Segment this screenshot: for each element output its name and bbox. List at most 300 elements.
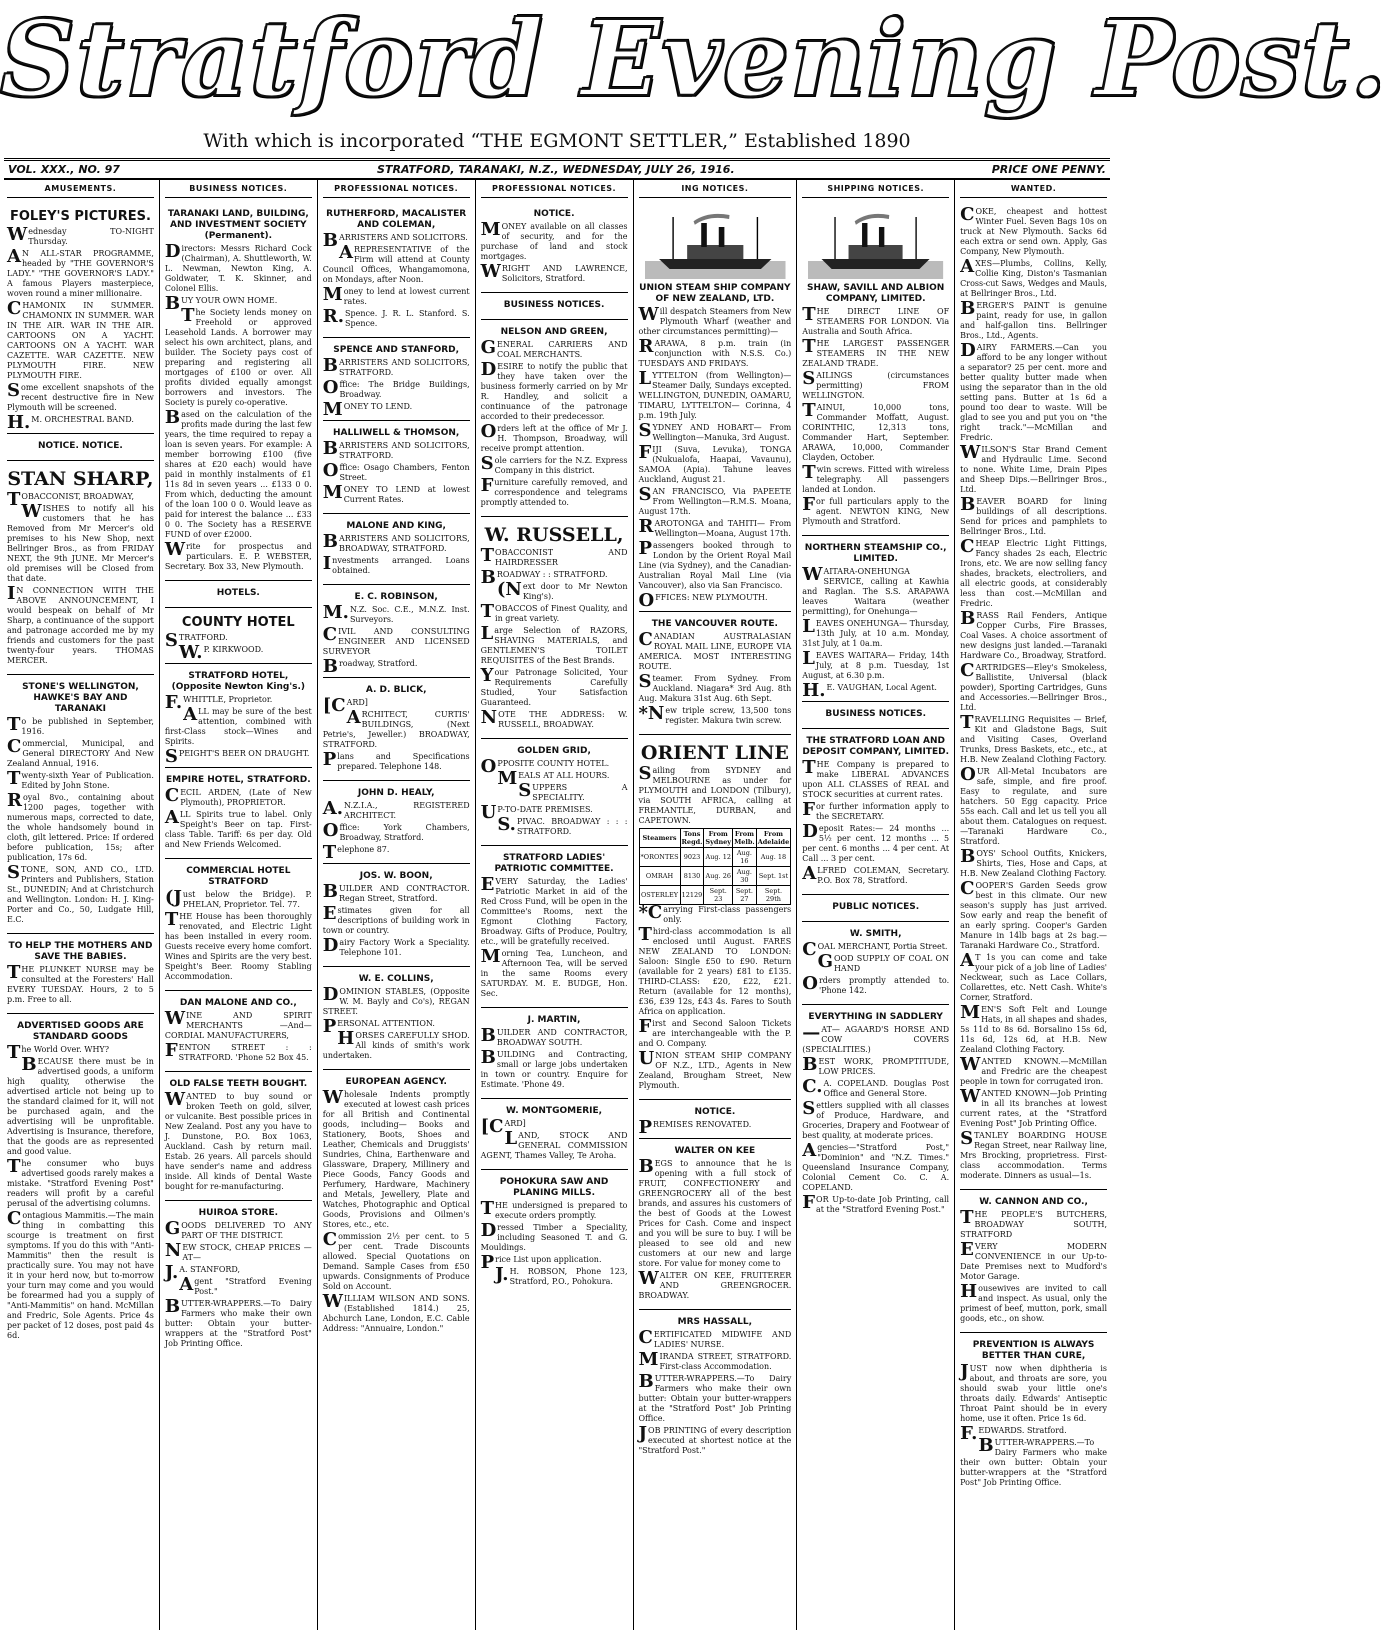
column-header: SHIPPING NOTICES. <box>802 184 949 198</box>
ad-paragraph: AT 1s you can come and take your pick of a job line of Ladies' Neckwear, such as Lace Collars, Collarettes, etc. Nett Cash. White's Corner, Stratford. <box>960 950 1107 1002</box>
ad-paragraph: BUTTER-WRAPPERS.—To Dairy Farmers who make their own butter: Obtain your butter-wrappers at the "Stratford Post" Job Printing Office. <box>960 1435 1107 1487</box>
ad-title: ADVERTISED GOODS ARE STANDARD GOODS <box>17 1021 144 1042</box>
ad-paragraph: W.P. KIRKWOOD. <box>178 642 264 663</box>
ad-body <box>960 204 1107 1181</box>
ad-paragraph: RARAWA, 8 p.m. train (in conjunction with N.S.S. Co.) TUESDAYS AND FRIDAYS. <box>638 336 792 368</box>
ad-paragraph: WANTED KNOWN.—McMillan and Fredric are the cheapest people in town for corrugated iron. <box>960 1054 1107 1086</box>
columns <box>2 180 1112 1630</box>
column-7 <box>955 180 1112 1630</box>
ad-paragraph: *Carrying First-class passengers only. <box>638 902 792 924</box>
place-date <box>377 163 735 176</box>
ad-body <box>638 304 792 611</box>
ad-paragraph: COKE, cheapest and hottest Winter Fuel. Seven Bags 10s on truck at New Plymouth. Sacks 6d each extra or send own. Apply, Gas Company, New Plymouth. <box>960 204 1107 256</box>
ad-paragraph: Furniture carefully removed, and correspondence and telegrams promptly attended to. <box>480 475 628 507</box>
ad-title: EMPIRE HOTEL, STRATFORD. <box>166 775 311 785</box>
advertisement <box>165 202 312 581</box>
ad-paragraph: Estimates given for all descriptions of building work in town or country. <box>322 903 470 935</box>
ad-paragraph: M.N.Z. Soc. C.E., M.N.Z. Inst. Surveyors. <box>322 602 470 624</box>
ad-paragraph: WILSON'S Star Brand Cement and Hydraulic Lime. Second to none. White Lime, Drain Pipes and Sheep Dips.—Bellringer Bros., Ltd. <box>960 442 1107 494</box>
advertisement <box>481 739 628 846</box>
advertisement <box>481 846 628 1008</box>
ad-paragraph: [CARD] <box>480 1116 526 1137</box>
ad-paragraph: Steamer. From Sydney. From Auckland. Niagara* 3rd Aug. 8th Aug. Makura 31st Aug. 6th Sept. <box>638 671 792 703</box>
ad-body <box>7 962 154 1005</box>
ad-paragraph: Plans and Specifications prepared. Telephone 148. <box>322 749 470 771</box>
column-6 <box>797 180 955 1630</box>
ad-paragraph: TRAVELLING Requisites — Brief, Kit and Gladstone Bags, Suit and Visiting Cases, Overland Trunks, Dress Baskets, etc., etc., at H.B. New Zealand Clothing Factory. <box>960 712 1107 764</box>
ad-paragraph: BUILDER AND CONTRACTOR. Regan Street, Stratford. <box>322 881 470 903</box>
ad-body <box>322 531 470 576</box>
ad-paragraph: MONEY TO LEND. <box>322 399 413 420</box>
ad-paragraph: Commission 2½ per cent. to 5 per cent. Trade Discounts allowed. Special Quotations on Demand. Sample Cases from £50 upwards. Consignments of Produce Sold on Account. <box>322 1229 470 1291</box>
table-cell: Sept. 27 <box>733 886 757 905</box>
advertisement <box>323 514 470 585</box>
ad-paragraph: The World Over. WHY? <box>7 1042 109 1063</box>
ad-paragraph: Settlers supplied with all classes of Produce, Hardware, and Groceries, Drapery and Footwear of best quality, at moderate prices. <box>802 1098 950 1140</box>
ad-paragraph: Orders left at the office of Mr J. H. Thompson, Broadway, will receive prompt attention. <box>480 421 628 453</box>
advertisement <box>802 1005 949 1223</box>
ad-paragraph: Royal 8vo., containing about 1200 pages, together with numerous maps, corrected to date, the whole handsomely bound in cloth, gilt lettered. Price: If ordered before publication, 15s; after publication, 17s 6d. <box>7 790 154 862</box>
ad-paragraph: BERGER'S PAINT is genuine paint, ready for use, in gallon and half-gallon tins. Bellringer Bros., Ltd., Agents. <box>960 298 1107 340</box>
ad-paragraph: Office: Osago Chambers, Fenton Street. <box>322 460 470 482</box>
ad-title: WALTER ON KEE <box>674 1146 756 1156</box>
place: STRATFORD, TARANAKI, N.Z., WEDNESDAY, <box>377 163 643 176</box>
advertisement <box>7 675 154 934</box>
ad-body <box>480 1025 628 1090</box>
ad-paragraph: *New triple screw, 13,500 tons register. Makura twin screw. <box>638 703 792 725</box>
table-cell: Aug. 26 <box>704 867 733 886</box>
ad-title: FOLEY'S PICTURES. <box>9 209 151 224</box>
ad-paragraph: SYDNEY AND HOBART— From Wellington—Manuka, 3rd August. <box>638 420 792 442</box>
ad-title: W. MONTGOMERIE, <box>506 1106 603 1116</box>
ad-paragraph: BARRISTERS AND SOLICITORS, STRATFORD. <box>322 355 470 377</box>
ad-paragraph: STRATFORD. <box>164 630 228 651</box>
ad-paragraph: JUST now when diphtheria is about, and throats are sore, you should swab your little one's throats daily. Edwards' Antiseptic Throat Paint should be in every home, use it often. Price 1s 6d. <box>960 1361 1107 1423</box>
ad-paragraph: Large Selection of RAZORS, SHAVING MATERIALS, and GENTLEMEN'S TOILET REQUISITES of the Best Brands. <box>480 623 628 665</box>
advertisement <box>323 421 470 514</box>
masthead-title: Stratford Evening Post. <box>0 0 1387 120</box>
ad-paragraph: THE PLUNKET NURSE may be consulted at the Foresters' Hall EVERY TUESDAY. Hours, 2 to 5 p.m. Free to all. <box>7 962 154 1004</box>
advertisement <box>639 1100 792 1139</box>
ad-title: OLD FALSE TEETH BOUGHT. <box>169 1079 308 1089</box>
ad-paragraph: LEAVES WAITARA— Friday, 14th July, at 8 p.m. Tuesday, 1st August, at 6.30 p.m. <box>802 648 950 680</box>
table-cell: *ORONTES <box>639 848 680 867</box>
ad-title: BUSINESS NOTICES. <box>825 709 927 719</box>
ad-paragraph: H.M. ORCHESTRAL BAND. <box>7 412 134 433</box>
ad-paragraph: Wednesday TO-NIGHT Thursday. <box>7 224 154 246</box>
ad-paragraph: Sole carriers for the N.Z. Express Company in this district. <box>480 453 628 475</box>
column-header: PROFESSIONAL NOTICES. <box>323 184 470 198</box>
ad-body <box>960 1361 1107 1488</box>
ad-title: JOS. W. BOON, <box>359 871 433 881</box>
volume-number: VOL. XXX., NO. 97 <box>8 163 120 176</box>
ad-title: SPENCE AND STANFORD, <box>333 345 460 355</box>
ad-title: RUTHERFORD, MACALISTER AND COLEMAN, <box>326 209 467 230</box>
ad-body <box>322 695 470 772</box>
ad-title: NOTICE. NOTICE. <box>38 441 123 451</box>
ad-paragraph: BEAVER BOARD for lining buildings of all descriptions. Send for prices and pamphlets to Bellringer Bros., Ltd. <box>960 494 1107 536</box>
ad-body <box>480 1198 628 1287</box>
ad-paragraph: Broadway, Stratford. <box>322 656 418 677</box>
ad-body <box>164 785 312 850</box>
ad-title: MRS HASSALL, <box>677 1317 753 1327</box>
ad-body <box>638 629 792 726</box>
ad-title: POHOKURA SAW AND PLANING MILLS. <box>499 1177 609 1198</box>
table-cell: 12129 <box>680 886 704 905</box>
ad-paragraph: CARTRIDGES—Eley's Smokeless, Ballistite, Universal (black powder), Sporting Cartridges, Guns and Accessories.—Bellringer Bros., Ltd. <box>960 660 1107 712</box>
ad-body <box>480 756 628 837</box>
ad-paragraph: CIVIL AND CONSULTING ENGINEER AND LICENSED SURVEYOR <box>322 624 470 656</box>
ad-body <box>802 1022 950 1215</box>
table-cell: Aug. 30 <box>733 867 757 886</box>
advertisement <box>960 1190 1107 1333</box>
ad-paragraph: CHEAP Electric Light Fittings, Fancy shades 2s each, Electric Irons, etc. We are now selling fancy shades, brackets, electroliers, and all electric goods, at considerably less than cost.—McMillan and Fredric. <box>960 536 1107 608</box>
advertisement <box>323 1070 470 1342</box>
ad-paragraph: To be published in September, 1916. <box>7 714 154 736</box>
ad-paragraph: BECAUSE there must be in advertised goods, a uniform high quality, otherwise the advertised article not being up to the standard claimed for it, will not be purchased again, and the advertising will be unprofitable. Advertising is Insurance, therefore, that the goods are as represented and good value. <box>7 1054 154 1156</box>
ad-body <box>802 757 950 886</box>
ad-paragraph: J.H. ROBSON, Phone 123, Stratford, P.O., Pohokura. <box>495 1264 628 1286</box>
ad-title: J. MARTIN, <box>527 1015 581 1025</box>
ad-body <box>164 1218 312 1349</box>
ad-paragraph: [CARD] <box>322 695 368 716</box>
ad-paragraph: F.EDWARDS. Stratford. <box>960 1423 1067 1444</box>
advertisement <box>165 664 312 768</box>
advertisement <box>323 338 470 421</box>
ad-paragraph: STONE, SON, AND CO., LTD. Printers and Publishers, Station St., DUNEDIN; And at Christchurch and Wellington. London: H. J. King-Porter and Co., 50, Ludgate Hill, E.C. <box>7 862 154 924</box>
ad-title: NELSON AND GREEN, <box>500 327 608 337</box>
ad-paragraph: Sailing from SYDNEY and MELBOURNE as under for PLYMOUTH and LONDON (Tilbury), via SOUTH AFRICA, calling at FREMANTLE, DURBAN, and CAPETOWN. <box>638 763 792 825</box>
ad-paragraph: CHAMONIX IN SUMMER. CHAMONIX IN SUMMER. WAR IN THE AIR. WAR IN THE AIR. CARTOONS ON A YACHT. CARTOONS ON A YACHT. WAR CAZETTE. WAR CAZETTE. NEW PLYMOUTH FIRE. NEW PLYMOUTH FIRE. <box>7 298 154 380</box>
ad-paragraph: Will despatch Steamers from New Plymouth Wharf (weather and other circumstances permitting)— <box>638 304 792 336</box>
ad-paragraph: SAILINGS (circumstances permitting) FROM WELLINGTON. <box>802 368 950 400</box>
ad-paragraph: Office: The Bridge Buildings, Broadway. <box>322 377 470 399</box>
ad-body <box>164 692 312 767</box>
advertisement <box>7 434 154 461</box>
ad-paragraph: THE DIRECT LINE OF STEAMERS FOR LONDON. Via Australia and South Africa. <box>802 304 950 336</box>
advertisement <box>481 517 628 739</box>
advertisement <box>165 991 312 1072</box>
ad-body <box>802 939 950 996</box>
ad-paragraph: (Next door to Mr Newton King's). <box>496 579 628 601</box>
ad-paragraph: CERTIFICATED MIDWIFE AND LADIES' NURSE. <box>638 1327 792 1349</box>
ad-body <box>638 1117 792 1138</box>
ad-title: COUNTY HOTEL <box>181 615 295 630</box>
ad-paragraph: UNION STEAM SHIP COMPANY OF N.Z., LTD., Agents in New Zealand, Brougham Street, New Plymouth. <box>638 1048 792 1090</box>
advertisement <box>960 1333 1107 1496</box>
column-header: WANTED. <box>960 184 1107 198</box>
ad-paragraph: EVERY MODERN CONVENIENCE in our Up-to-Date Premises next to Mudford's Motor Garage. <box>960 1239 1107 1281</box>
ad-title: NORTHERN STEAMSHIP CO., LIMITED. <box>804 543 947 564</box>
ad-paragraph: WRIGHT AND LAWRENCE, Solicitors, Stratford. <box>480 261 628 283</box>
sailing-schedule-table <box>639 828 792 905</box>
ad-paragraph: Your Patronage Solicited, Your Requirements Carefully Studied, Your Satisfaction Guaranteed. <box>480 665 628 707</box>
ad-paragraph: IN CONNECTION WITH THE ABOVE ANNOUNCEMENT, I would bespeak on behalf of Mr Sharp, a continuance of the support and patronage accorded me by my friends and customers for the past twenty-four years. THOMAS MERCER. <box>7 583 154 665</box>
ad-body <box>7 1042 154 1341</box>
advertisement <box>323 781 470 864</box>
ad-paragraph: Twenty-sixth Year of Publication. Edited by John Stone. <box>7 768 154 790</box>
ad-paragraph: C.A. COPELAND. Douglas Post Office and General Store. <box>802 1076 950 1098</box>
ad-paragraph: UP-TO-DATE PREMISES. <box>480 802 593 823</box>
ad-paragraph: SUPPERS A SPECIALITY. <box>518 780 628 802</box>
ad-paragraph: Agent "Stratford Evening Post." <box>179 1274 312 1296</box>
ad-body <box>322 230 470 329</box>
advertisement <box>802 202 949 536</box>
ad-title: STRATFORD HOTEL, (Opposite Newton King's.) <box>171 671 305 692</box>
ad-body <box>164 887 312 982</box>
ad-paragraph: Agencies—"Stratford Post," "Dominion" and "N.Z. Times." Queensland Insurance Company, Colonial Cement Co. C. A. COPELAND. <box>802 1140 950 1192</box>
ad-paragraph: LEAVES ONEHUNGA— Thursday, 13th July, at 10 a.m. Monday, 31st July, at 1 0a.m. <box>802 616 950 648</box>
ad-title: TO HELP THE MOTHERS AND SAVE THE BABIES. <box>8 941 153 962</box>
ad-paragraph: COAL MERCHANT, Portia Street. <box>802 939 948 960</box>
ad-paragraph: WANTED to buy sound or broken Teeth on gold, silver, or vulcanite. Best possible prices in New Zealand. Post any you have to J. Dunstone, P.O. Box 1063, Auckland. Cash by return mail. Estab. 26 years. All parcels should have sender's name and address inside. All kinds of Dental Waste bought for re-manufacturing. <box>164 1089 312 1191</box>
ad-paragraph: SPEIGHT'S BEER ON DRAUGHT. <box>164 746 310 767</box>
ad-title: NOTICE. <box>533 209 575 219</box>
advertisement <box>802 895 949 922</box>
ad-paragraph: BARRISTERS AND SOLICITORS, BROADWAY, STRATFORD. <box>322 531 470 553</box>
ad-paragraph: BARRISTERS AND SOLICITORS. <box>322 230 468 251</box>
ad-paragraph: (Just below the Bridge). P. PHELAN, Proprietor. Tel. 77. <box>164 887 312 909</box>
ad-paragraph: WAITARA-ONEHUNGA SERVICE, calling at Kawhia and Raglan. The S.S. ARAPAWA leaves Waitara (weather permitting), for Onehunga— <box>802 564 950 616</box>
advertisement <box>802 702 949 729</box>
steamship-illustration <box>808 209 943 279</box>
ad-paragraph: DAIRY FARMERS.—Can you afford to be any longer without a separator? 25 per cent. more and better quality butter made when using the separator than in the old setting pans. Butter at 1s 6d a pound too dear to waste. Will be glad to see you and put you on "the right track."—McMillan and Fredric. <box>960 340 1107 442</box>
ad-paragraph: EVERY Saturday, the Ladies' Patriotic Market in aid of the Red Cross Fund, will be open in the Committee's Rooms, next the Egmont Clothing Factory, Broadway. Gifts of Produce, Poultry, etc., will be gratefully received. <box>480 874 628 946</box>
ad-title: NOTICE. <box>694 1107 736 1117</box>
ad-paragraph: CECIL ARDEN, (Late of New Plymouth), PROPRIETOR. <box>164 785 312 807</box>
advertisement <box>960 202 1107 1190</box>
advertisement <box>165 859 312 991</box>
ad-paragraph: WALTER ON KEE, FRUITERER AND GREENGROCER. BROADWAY. <box>638 1268 792 1300</box>
ad-paragraph: CANADIAN AUSTRALASIAN ROYAL MAIL LINE, EUROPE VIA AMERICA. MOST INTERESTING ROUTE. <box>638 629 792 671</box>
ad-body <box>7 489 154 666</box>
column-header: PROFESSIONAL NOTICES. <box>481 184 628 198</box>
ad-paragraph: DOMINION STABLES, (Opposite W. M. Bayly and Co's), REGAN STREET. <box>322 984 470 1016</box>
ad-paragraph: BOYS' School Outfits, Knickers, Shirts, Ties, Hose and Caps, at H.B. New Zealand Clothing Factory. <box>960 846 1107 878</box>
ad-paragraph: ARCHITECT, CURTIS' BUILDINGS, (Next Petrie's, Jeweller.) BROADWAY, STRATFORD. <box>322 707 470 749</box>
ad-paragraph: TAINUI, 10,000 tons, Commander Moffatt, August. CORINTHIC, 12,313 tons, Commander Hart, September. ARAWA, 10,000, Commander Clayden, October. <box>802 400 950 462</box>
ad-body <box>638 1156 792 1301</box>
ad-title: COMMERCIAL HOTEL STRATFORD <box>186 866 291 887</box>
ad-paragraph: Price List upon application. <box>480 1252 602 1273</box>
ad-body <box>480 874 628 999</box>
ad-paragraph: For full particulars apply to the agent. NEWTON KING, New Plymouth and Stratford. <box>802 494 950 526</box>
ad-body <box>802 564 950 701</box>
ad-paragraph: NOTE THE ADDRESS: W. RUSSELL, BROADWAY. <box>480 707 628 729</box>
ad-title: DAN MALONE AND CO., <box>179 998 297 1008</box>
advertisement <box>165 768 312 859</box>
ad-paragraph: A.N.Z.I.A., REGISTERED ARCHITECT. <box>322 798 470 820</box>
ad-title: GOLDEN GRID, <box>517 746 591 756</box>
table-row <box>639 848 791 867</box>
ad-paragraph: Orders promptly attended to. 'Phone 142. <box>802 973 950 995</box>
advertisement <box>639 1310 792 1464</box>
table-header-cell: From Adelaide <box>757 830 790 846</box>
advertisement <box>481 1170 628 1295</box>
masthead <box>0 0 1387 128</box>
ad-paragraph: WILLIAM WILSON AND SONS. (Established 1814.) 25, Abchurch Lane, London, E.C. Cable Address: "Annuaire, London." <box>322 1291 470 1333</box>
ad-paragraph: Housewives are invited to call and inspect. As usual, only the primest of beef, mutton, pork, small goods, etc., on show. <box>960 1281 1107 1323</box>
ad-paragraph: AREPRESENTATIVE of the Firm will attend at County Council Offices, Whangamomona, on Mondays, after Noon. <box>322 242 470 284</box>
advertisement <box>323 864 470 967</box>
ad-paragraph: THE undersigned is prepared to execute orders promptly. <box>480 1198 628 1220</box>
ad-paragraph: JOB PRINTING of every description executed at shortest notice at the "Stratford Post." <box>638 1423 792 1455</box>
ad-title: HOTELS. <box>216 588 260 598</box>
ad-paragraph: THE LARGEST PASSENGER STEAMERS IN THE NEW ZEALAND TRADE. <box>802 336 950 368</box>
ad-title: STONE'S WELLINGTON, HAWKE'S BAY AND TARANAKI <box>22 682 139 714</box>
advertisement <box>481 1008 628 1099</box>
ad-paragraph: THE PEOPLE'S BUTCHERS, BROADWAY SOUTH, STRATFORD <box>960 1207 1107 1239</box>
ad-paragraph: BEST WORK, PROMPTITUDE, LOW PRICES. <box>802 1054 950 1076</box>
masthead-subtitle: With which is incorporated “THE EGMONT SETTLER,” Established 1890 <box>203 130 911 152</box>
table-cell: OSTERLEY <box>639 886 680 905</box>
ad-body <box>322 798 470 863</box>
ad-title: EVERYTHING IN SADDLERY <box>808 1012 943 1022</box>
table-header-cell: From Sydney <box>705 830 732 846</box>
ad-body <box>322 438 470 505</box>
ad-paragraph: The consumer who buys advertised goods rarely makes a mistake. "Stratford Evening Post" readers will profit by a careful perusal of the advertising columns. <box>7 1156 154 1208</box>
ad-title: HALLIWELL & THOMSON, <box>333 428 460 438</box>
ad-paragraph: Some excellent snapshots of the recent destructive fire in New Plymouth will be screened. <box>7 380 154 412</box>
ad-paragraph: Passengers booked through to London by the Orient Royal Mail Line (via Sydney), and the Canadian-Australian Royal Mail Line (via Vancouver), also via San Francisco. <box>638 538 792 590</box>
ad-paragraph: Money to lend at lowest current rates. <box>322 284 470 306</box>
ad-title: HUIROA STORE. <box>198 1208 279 1218</box>
ad-title: UNION STEAM SHIP COMPANY OF NEW ZEALAND, LTD. <box>639 283 791 304</box>
table-cell: Aug. 12 <box>704 848 733 867</box>
ad-paragraph: AN ALL-STAR PROGRAMME, headed by "THE GOVERNOR'S LADY." "THE GOVERNOR'S LADY." A famous Players masterpiece, woven round a miner millionaire. <box>7 246 154 298</box>
ad-body <box>322 355 470 420</box>
ad-paragraph: WANTED KNOWN—Job Printing in all its branches at lowest current rates, at the "Stratford Evening Post" Job Printing Office. <box>960 1086 1107 1128</box>
ad-paragraph: MEN'S Soft Felt and Lounge Hats, in all shapes and shades, 5s 11d to 8s 6d. Borsalino 15s 6d, 11s 6d, 12s 6d, at H.B. New Zealand Clothing Factory. <box>960 1002 1107 1054</box>
ad-paragraph: GENERAL CARRIERS AND COAL MERCHANTS. <box>480 337 628 359</box>
advertisement <box>481 320 628 517</box>
ad-paragraph: THE Company is prepared to make LIBERAL ADVANCES upon ALL CLASSES of REAL and STOCK securities at current rates. <box>802 757 950 799</box>
advertisement <box>323 678 470 781</box>
ad-paragraph: TOBACCONIST AND HAIRDRESSER <box>480 545 628 567</box>
ad-paragraph: BUTTER-WRAPPERS.—To Dairy Farmers who make their own butter: Obtain your butter-wrappers at the "Stratford Post" Job Printing Office. <box>638 1371 792 1423</box>
ad-title: THE STRATFORD LOAN AND DEPOSIT COMPANY, LIMITED. <box>802 736 949 757</box>
ad-paragraph: ALL may be sure of the best attention, combined with first-Class stock—Wines and Spirits. <box>164 704 312 746</box>
table-cell: 9023 <box>680 848 704 867</box>
advertisement <box>7 934 154 1014</box>
table-cell: Sept. 1st <box>756 867 791 886</box>
steamship-illustration <box>645 209 786 279</box>
ad-paragraph: MONEY available on all classes of security, and for the purchase of land and stock mortgages. <box>480 219 628 261</box>
ad-title: A. D. BLICK, <box>365 685 427 695</box>
ad-body <box>480 337 628 508</box>
ad-title: JOHN D. HEALY, <box>357 788 435 798</box>
ad-paragraph: OPPOSITE COUNTY HOTEL. <box>480 756 610 777</box>
ad-title: ORIENT LINE <box>640 742 789 764</box>
ad-paragraph: BUY YOUR OWN HOME. <box>164 293 278 314</box>
ad-paragraph: BUILDER AND CONTRACTOR, BROADWAY SOUTH. <box>480 1025 628 1047</box>
ad-body <box>322 602 470 677</box>
ad-paragraph: R.Spence. J. R. L. Stanford. S. Spence. <box>322 306 470 328</box>
ad-body <box>164 241 312 572</box>
ad-paragraph: FOR Up-to-date Job Printing, call at the "Stratford Evening Post." <box>802 1192 950 1214</box>
advertisement <box>802 729 949 895</box>
ad-body <box>164 1008 312 1063</box>
advertisement <box>165 581 312 608</box>
ad-paragraph: MIRANDA STREET, STRATFORD. First-class Accommodation. <box>638 1349 792 1371</box>
ad-paragraph: LYTTELTON (from Wellington)— Steamer Daily, Sundays excepted. WELLINGTON, DUNEDIN, OAMARU, TIMARU, LYTTELTON— Corinna, 4 p.m. 19th July. <box>638 368 792 420</box>
ad-title: PREVENTION IS ALWAYS BETTER THAN CURE, <box>972 1340 1095 1361</box>
ad-paragraph: First and Second Saloon Tickets are interchangeable with the P. and O. Company. <box>638 1016 792 1048</box>
ad-title: W. CANNON AND CO., <box>979 1197 1088 1207</box>
ad-body <box>322 1087 470 1334</box>
table-cell: Sept. 23 <box>704 886 733 905</box>
ad-body <box>638 1327 792 1456</box>
ad-paragraph: Deposit Rates:— 24 months ... 5½ per cent. 12 months ... 5 per cent. 6 months ... 4 per cent. At Call ... 3 per cent. <box>802 821 950 863</box>
ad-paragraph: Commercial, Municipal, and General DIRECTORY And New Zealand Annual, 1916. <box>7 736 154 768</box>
price: PRICE ONE PENNY. <box>991 163 1106 176</box>
ad-paragraph: SAN FRANCISCO, Via PAPEETE From Wellington—R.M.S. Moana, August 17th. <box>638 484 792 516</box>
advertisement <box>639 202 792 612</box>
ad-paragraph: BUILDING and Contracting, small or large jobs undertaken in town or country. Enquire for Estimate. 'Phone 49. <box>480 1047 628 1089</box>
table-header-cell: From Melb. <box>734 830 755 846</box>
ad-paragraph: PERSONAL ATTENTION. <box>322 1016 435 1037</box>
ad-body <box>7 224 154 433</box>
ad-title: W. SMITH, <box>849 929 902 939</box>
table-cell: Aug. 18 <box>756 848 791 867</box>
ad-paragraph: Contagious Mammitis.—The main thing in combatting this scourge is treatment on first symptoms. If you do this with "Anti-Mammitis" then the result is practically sure. You may not have it in your herd now, but to-morrow your turn may come and you would be forearmed had you a supply of "Anti-Mammitis" on hand. McMillan and Fredric, Sole Agents. Price 4s per packet of 12 doses, post paid 4s 6d. <box>7 1208 154 1340</box>
ad-body <box>7 714 154 925</box>
advertisement <box>7 461 154 675</box>
ad-paragraph: OUR All-Metal Incubators are safe, simple, and fire proof. Easy to regulate, and sure hatchers. 50 Egg capacity. Price 55s each. Call and let us tell you all about them. Catalogues on request.—Taranaki Hardware Co., Stratford. <box>960 764 1107 846</box>
ad-body <box>480 219 628 284</box>
ad-paragraph: HORSES CAREFULLY SHOD. All kinds of smith's work undertaken. <box>322 1028 470 1060</box>
ad-paragraph: DESIRE to notify the public that they have taken over the business formerly carried on by Mr R. Handley, and solicit a continuance of the patronage accorded to their predecessor. <box>480 359 628 421</box>
ad-title: E. C. ROBINSON, <box>354 592 438 602</box>
ad-title: BUSINESS NOTICES. <box>503 300 605 310</box>
ad-paragraph: Dressed Timber a Speciality, including Seasoned T. and G. Mouldings. <box>480 1220 628 1252</box>
advertisement <box>639 1139 792 1310</box>
ad-body <box>164 630 312 663</box>
ad-paragraph: OFFICES: NEW PLYMOUTH. <box>638 590 768 611</box>
ad-paragraph: Telephone 87. <box>322 842 390 863</box>
ad-title: MALONE AND KING, <box>346 521 446 531</box>
column-1 <box>2 180 160 1630</box>
ad-paragraph: F.WHITTLE, Proprietor. <box>164 692 273 713</box>
ad-paragraph: BEGS to announce that he is opening with a full stock of FRUIT, CONFECTIONERY and GREENGROCERY all of the best brands, and assures his customers of the best of Goods at the Lowest Prices for Cash. Come and inspect and you will be sure to buy. I will be pleased to see old and new customers at our new and large store. For value for money come to <box>638 1156 792 1268</box>
table-cell: OMRAH <box>639 867 680 886</box>
ad-paragraph: Directors: Messrs Richard Cock (Chairman), A. Shuttleworth, W. L. Newman, Newton King, A. Goldwater, T. K. Skinner, and Colonel Ellis. <box>164 241 312 293</box>
table-cell: Aug. 16 <box>733 848 757 867</box>
ad-paragraph: THE House has been thoroughly renovated, and Electric Light has been installed in every room. Guests receive every home comfort. Wines and Spirits are the very best. Speight's Beer. Roomy Stabling Accommodation. <box>164 909 312 981</box>
ad-paragraph: BRASS Rail Fenders, Antique Copper Curbs, Fire Brasses, Coal Vases. A choice assortment of new designs just landed.—Taranaki Hardware Co., Broadway, Stratford. <box>960 608 1107 660</box>
ad-paragraph: COOPER'S Garden Seeds grow best in this climate. Our new season's supply has just arrived. Sow early and reap the benefit of an early spring. Cooper's Garden Manure in 14lb bags at 2s bag.—Taranaki Hardware Co., Stratford. <box>960 878 1107 950</box>
ad-body <box>322 881 470 958</box>
ad-paragraph: GOODS DELIVERED TO ANY PART OF THE DISTRICT. <box>164 1218 312 1240</box>
ad-paragraph: Third-class accommodation is all enclosed until August. FARES NEW ZEALAND TO LONDON: Saloon: Single £50 to £90. Return (available for 2 years) £81 to £135. THIRD-CLASS: £20, £22, £21. Return (available for 12 months), £36, £39 12s, £43 4s. Fares to South Africa on application. <box>638 924 792 1016</box>
ad-body <box>480 545 628 730</box>
advertisement <box>165 608 312 664</box>
advertisement <box>639 735 792 1100</box>
ad-paragraph: TOBACCOS of Finest Quality, and in great variety. <box>480 601 628 623</box>
ad-paragraph: Write for prospectus and particulars. E. P. WEBSTER, Secretary. Box 33, New Plymouth. <box>164 539 312 571</box>
advertisement <box>323 202 470 338</box>
column-header: AMUSEMENTS. <box>7 184 154 198</box>
column-2 <box>160 180 318 1630</box>
ad-paragraph: FENTON STREET : : STRATFORD. 'Phone 52 Box 45. <box>164 1040 312 1062</box>
advertisement <box>639 612 792 735</box>
column-header: ING NOTICES. <box>639 184 792 198</box>
ad-paragraph: The Society lends money on Freehold or approved Leasehold Lands. A borrower may select his own architect, plans, and builder. The Society pays cost of preparing and registering all mortgages of £100 or over. All profits divided equally amongst borrowers and investors. The Society is purely co-operative. <box>164 305 312 407</box>
table-row <box>639 867 791 886</box>
advertisement <box>323 585 470 678</box>
ad-paragraph: MONEY TO LEND at lowest Current Rates. <box>322 482 470 504</box>
column-3 <box>318 180 476 1630</box>
